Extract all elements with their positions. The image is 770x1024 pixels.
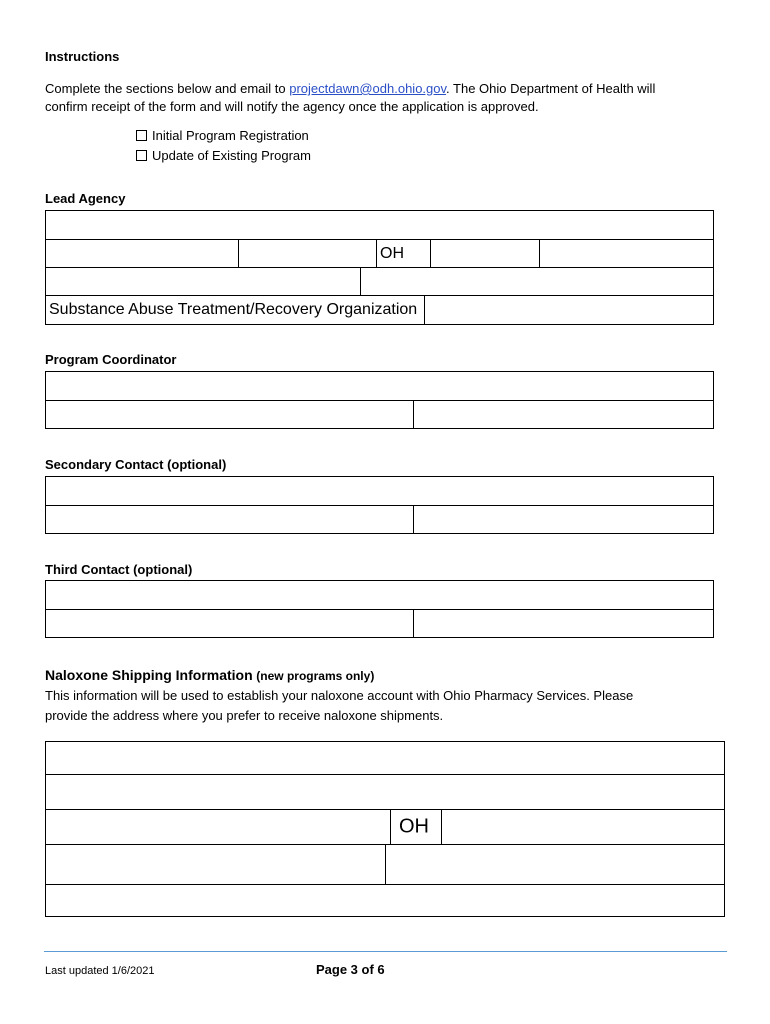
secondary-phone-field[interactable] [413, 505, 714, 534]
shipping-name-field[interactable] [45, 741, 725, 775]
lead-agency-state-value: OH [380, 244, 404, 262]
third-name-field[interactable] [45, 580, 714, 610]
shipping-instructions-field[interactable] [45, 884, 725, 917]
instructions-heading: Instructions [45, 49, 120, 64]
organization-type-value: Substance Abuse Treatment/Recovery Organization [49, 301, 418, 318]
organization-type-select[interactable] [45, 295, 425, 325]
third-email-field[interactable] [45, 609, 414, 638]
lead-agency-name-field[interactable] [45, 210, 714, 240]
secondary-contact-heading: Secondary Contact (optional) [45, 457, 227, 472]
lead-agency-county-field[interactable] [539, 239, 714, 268]
naloxone-heading-row [45, 666, 374, 686]
shipping-contact-field[interactable] [45, 844, 386, 885]
shipping-city-field[interactable] [45, 809, 391, 845]
lead-agency-heading: Lead Agency [45, 191, 126, 206]
instructions-line-2: confirm receipt of the form and will notify the agency once the application is approved. [45, 99, 539, 114]
organization-type-other-field[interactable] [424, 295, 714, 325]
secondary-email-field[interactable] [45, 505, 414, 534]
instructions-line-1 [45, 79, 655, 98]
last-updated: Last updated 1/6/2021 [45, 965, 155, 977]
shipping-state-field[interactable] [390, 809, 442, 845]
lead-agency-zip-field[interactable] [430, 239, 540, 268]
coordinator-phone-field[interactable] [413, 400, 714, 429]
footer-divider [44, 951, 727, 952]
naloxone-line-2: provide the address where you prefer to receive naloxone shipments. [45, 708, 444, 723]
update-program-option [136, 146, 311, 165]
page-number: Page 3 of 6 [316, 962, 385, 977]
third-phone-field[interactable] [413, 609, 714, 638]
initial-registration-option [136, 126, 309, 145]
lead-agency-address-field[interactable] [45, 239, 239, 268]
lead-agency-website-field[interactable] [360, 267, 714, 296]
naloxone-heading: Naloxone Shipping Information [45, 667, 253, 683]
shipping-state-value: OH [399, 815, 429, 838]
instructions-text-after: . The Ohio Department of Health will [446, 81, 656, 96]
lead-agency-phone-field[interactable] [45, 267, 361, 296]
shipping-address-field[interactable] [45, 774, 725, 810]
initial-registration-label: Initial Program Registration [152, 128, 309, 143]
initial-registration-checkbox[interactable] [136, 130, 147, 141]
lead-agency-state-field[interactable] [376, 239, 431, 268]
coordinator-email-field[interactable] [45, 400, 414, 429]
instructions-text-before: Complete the sections below and email to [45, 81, 290, 96]
secondary-name-field[interactable] [45, 476, 714, 506]
shipping-zip-field[interactable] [441, 809, 725, 845]
program-coordinator-heading: Program Coordinator [45, 352, 177, 367]
email-link[interactable]: projectdawn@odh.ohio.gov [289, 81, 447, 96]
naloxone-line-1: This information will be used to establish your naloxone account with Ohio Pharmacy Services. Please [45, 688, 634, 703]
update-program-label: Update of Existing Program [152, 148, 311, 163]
update-program-checkbox[interactable] [136, 150, 147, 161]
third-contact-heading: Third Contact (optional) [45, 562, 193, 577]
coordinator-name-field[interactable] [45, 371, 714, 401]
lead-agency-city-field[interactable] [238, 239, 377, 268]
shipping-phone-field[interactable] [385, 844, 725, 885]
naloxone-heading-suffix: (new programs only) [256, 669, 375, 683]
